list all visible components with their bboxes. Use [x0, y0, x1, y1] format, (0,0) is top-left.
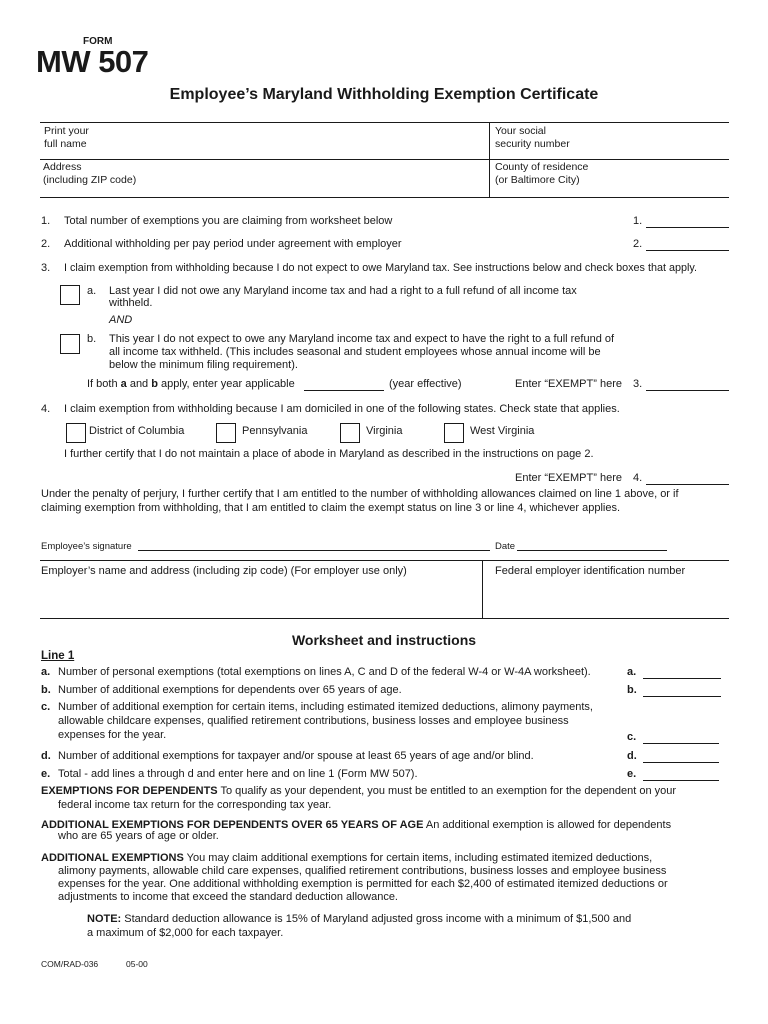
- line-3b-label: b.: [87, 333, 97, 345]
- line-2-ref: 2.: [633, 238, 643, 250]
- line-3b-checkbox[interactable]: [60, 334, 80, 354]
- worksheet-d-text: Number of additional exemptions for taxpayer and/or spouse at least 65 years of age and/or blind.: [58, 750, 534, 762]
- perjury-statement: Under the penalty of perjury, I further certify that I am entitled to the number of withholding allowances claimed on line 1 above, or if: [41, 488, 679, 500]
- dependents-65-paragraph: ADDITIONAL EXEMPTIONS FOR DEPENDENTS OVER 65 YEARS OF AGE An additional exemption is allowed for dependents: [41, 819, 672, 831]
- state-label-virginia: Virginia: [366, 425, 403, 437]
- employer-label: Employer’s name and address (including zip code) (For employer use only): [41, 565, 407, 577]
- state-label-dc: District of Columbia: [89, 425, 185, 437]
- form-label: FORM: [83, 36, 113, 47]
- address-field[interactable]: [40, 160, 489, 197]
- note-paragraph-2: a maximum of $2,000 for each taxpayer.: [87, 927, 284, 939]
- worksheet-d-ref: d.: [627, 750, 637, 762]
- ssn-label: Your social: [495, 125, 546, 137]
- year-effective-label: (year effective): [389, 378, 462, 390]
- line-1-text: Total number of exemptions you are claiming from worksheet below: [64, 215, 393, 227]
- state-checkbox-west-virginia[interactable]: [444, 423, 464, 443]
- signature-input[interactable]: [138, 540, 490, 551]
- line-4-exempt-label: Enter “EXEMPT” here: [515, 472, 622, 484]
- line-3-input[interactable]: [646, 378, 729, 391]
- line-2-input[interactable]: [646, 238, 729, 251]
- full-name-label: Print your: [44, 125, 89, 137]
- dependents-paragraph: EXEMPTIONS FOR DEPENDENTS To qualify as your dependent, you must be entitled to an exemption for the dependent on your: [41, 785, 677, 797]
- additional-exemptions-paragraph-2: alimony payments, allowable child care expenses, qualified retirement contributions, business losses and employee business: [58, 865, 667, 877]
- line-3-text: I claim exemption from withholding because I do not expect to owe Maryland tax. See instructions below and check boxes that apply.: [64, 262, 697, 274]
- line-4-number: 4.: [41, 403, 51, 415]
- line-2-text: Additional withholding per pay period under agreement with employer: [64, 238, 402, 250]
- and-connector: AND: [109, 314, 133, 326]
- additional-exemptions-paragraph-4: adjustments to income that exceed the standard deduction allowance.: [58, 891, 398, 903]
- fein-field[interactable]: [483, 561, 729, 618]
- line-2-number: 2.: [41, 238, 51, 250]
- signature-label: Employee’s signature: [41, 541, 132, 552]
- line-3b-text: This year I do not expect to owe any Maryland income tax and expect to have the right to a full refund of: [109, 333, 615, 345]
- date-input[interactable]: [517, 540, 667, 551]
- worksheet-c-ref: c.: [627, 731, 637, 743]
- worksheet-e-input[interactable]: [643, 768, 719, 781]
- worksheet-b-input[interactable]: [643, 684, 721, 697]
- state-checkbox-pennsylvania[interactable]: [216, 423, 236, 443]
- employer-field[interactable]: [40, 561, 482, 618]
- fein-label: Federal employer identification number: [495, 565, 686, 577]
- worksheet-d-input[interactable]: [643, 750, 719, 763]
- perjury-statement-2: claiming exemption from withholding, that I am entitled to claim the exempt status on line 3 or line 4, whichever applies.: [41, 502, 621, 514]
- worksheet-title: Worksheet and instructions: [291, 632, 477, 648]
- state-checkbox-virginia[interactable]: [340, 423, 360, 443]
- worksheet-b-label: b.: [41, 684, 51, 696]
- line-3a-text-2: withheld.: [109, 297, 153, 309]
- line-3b-text-2: all income tax withheld. (This includes seasonal and student employees whose annual income will be: [109, 346, 601, 358]
- dependents-paragraph-2: federal income tax return for the corresponding tax year.: [58, 799, 332, 811]
- line-1-heading: Line 1: [41, 650, 75, 662]
- worksheet-a-text: Number of personal exemptions (total exemptions on lines A, C and D of the federal W-4 or W-4A worksheet).: [58, 666, 591, 678]
- form-code: COM/RAD-036: [41, 959, 99, 969]
- form-revision-date: 05-00: [126, 959, 148, 969]
- county-label-2: (or Baltimore City): [495, 174, 580, 186]
- ssn-label-2: security number: [495, 138, 570, 150]
- worksheet-d-label: d.: [41, 750, 51, 762]
- additional-exemptions-paragraph: ADDITIONAL EXEMPTIONS You may claim additional exemptions for certain items, including estimated itemized deductions,: [41, 852, 653, 864]
- worksheet-a-ref: a.: [627, 666, 637, 678]
- line-3-exempt-label: Enter “EXEMPT” here: [515, 378, 622, 390]
- line-3-both-text: If both a and b apply, enter year applicable: [87, 378, 295, 390]
- line-4-input[interactable]: [646, 472, 729, 485]
- line-3-number: 3.: [41, 262, 51, 274]
- line-1-input[interactable]: [646, 215, 729, 228]
- state-checkbox-dc[interactable]: [66, 423, 86, 443]
- worksheet-c-input[interactable]: [643, 731, 719, 744]
- worksheet-e-ref: e.: [627, 768, 637, 780]
- worksheet-a-input[interactable]: [643, 666, 721, 679]
- dependents-65-paragraph-2: who are 65 years of age or older.: [58, 830, 219, 842]
- worksheet-c-text-2: allowable childcare expenses, qualified retirement contributions, business losses and employee business: [58, 715, 569, 727]
- line-3-ref: 3.: [633, 378, 643, 390]
- page-title: Employee’s Maryland Withholding Exemption Certificate: [169, 86, 599, 103]
- additional-exemptions-paragraph-3: expenses for the year. One additional withholding exemption is permitted for each $2,400 of estimated itemized deductions or: [58, 878, 668, 890]
- form-number: MW 507: [36, 44, 149, 79]
- state-label-west-virginia: West Virginia: [470, 425, 535, 437]
- worksheet-c-text: Number of additional exemption for certain items, including estimated itemized deductions, alimony payments,: [58, 701, 593, 713]
- note-paragraph: NOTE: Standard deduction allowance is 15% of Maryland adjusted gross income with a minimum of $1,500 and: [87, 913, 632, 925]
- year-applicable-input[interactable]: [304, 378, 384, 391]
- address-label-2: (including ZIP code): [43, 174, 137, 186]
- line-3a-checkbox[interactable]: [60, 285, 80, 305]
- worksheet-b-text: Number of additional exemptions for dependents over 65 years of age.: [58, 684, 402, 696]
- worksheet-e-label: e.: [41, 768, 51, 780]
- ssn-field[interactable]: [490, 123, 729, 159]
- address-label: Address: [43, 161, 82, 173]
- worksheet-c-text-3: expenses for the year.: [58, 729, 167, 741]
- line-4-ref: 4.: [633, 472, 643, 484]
- line-3a-label: a.: [87, 285, 97, 297]
- line-3b-text-3: below the minimum filing requirement).: [109, 359, 298, 371]
- worksheet-c-label: c.: [41, 701, 51, 713]
- worksheet-e-text: Total - add lines a through d and enter here and on line 1 (Form MW 507).: [58, 768, 418, 780]
- state-label-pennsylvania: Pennsylvania: [242, 425, 308, 437]
- line-1-number: 1.: [41, 215, 51, 227]
- full-name-label-2: full name: [44, 138, 87, 150]
- line-4-text: I claim exemption from withholding because I am domiciled in one of the following states. Check state that applies.: [64, 403, 620, 415]
- line-4-certify-text: I further certify that I do not maintain a place of abode in Maryland as described in the instructions on page 2.: [64, 448, 594, 460]
- line-1-ref: 1.: [633, 215, 643, 227]
- county-field[interactable]: [490, 160, 729, 197]
- worksheet-a-label: a.: [41, 666, 51, 678]
- full-name-field[interactable]: [40, 123, 489, 159]
- worksheet-b-ref: b.: [627, 684, 637, 696]
- line-3a-text: Last year I did not owe any Maryland income tax and had a right to a full refund of all income tax: [109, 285, 577, 297]
- date-label: Date: [495, 541, 516, 552]
- county-label: County of residence: [495, 161, 589, 173]
